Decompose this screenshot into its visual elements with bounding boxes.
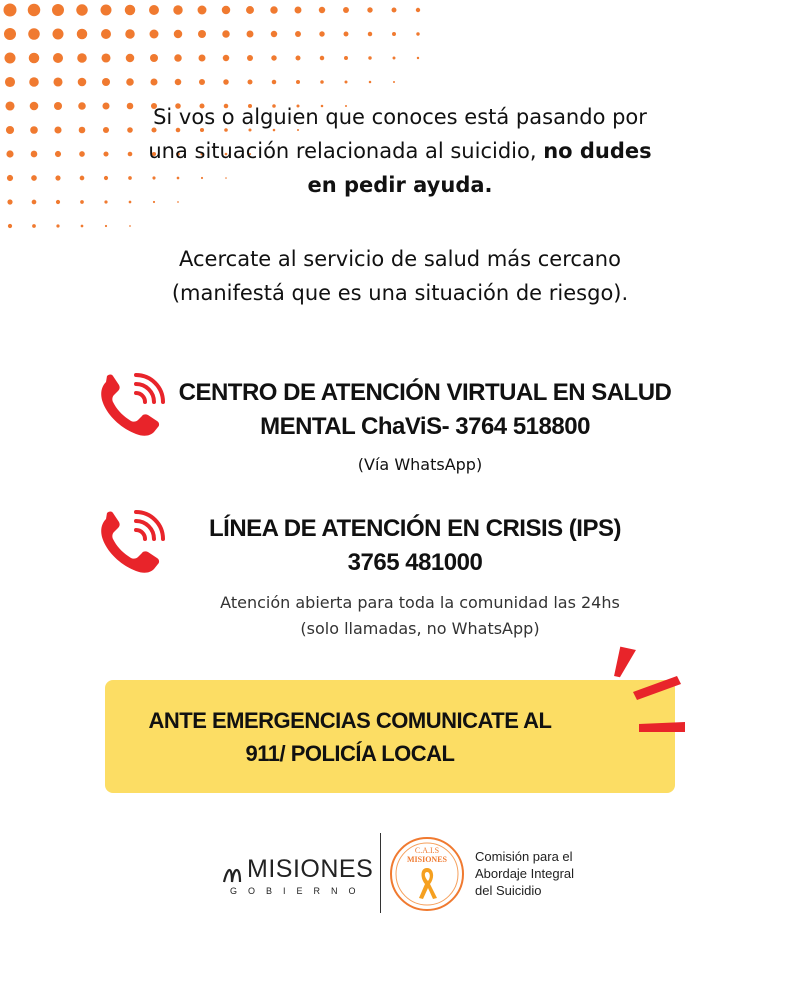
decorative-dot [102,78,110,86]
commission-line-1: Comisión para el [475,849,573,864]
decorative-dot [31,175,37,181]
decorative-dot [105,225,107,227]
decorative-dot [368,56,371,59]
decorative-dot [150,54,158,62]
decorative-dot [344,32,349,37]
decorative-dot [77,29,88,40]
decorative-dot [125,5,135,15]
commission-line-3: del Suicidio [475,883,542,898]
decorative-dot [55,151,61,157]
contact-crisis-note [160,590,680,642]
decorative-dot [222,30,229,37]
decorative-dot [343,7,349,13]
emergency-line-2[interactable]: 911/ POLICÍA LOCAL [245,741,455,766]
decorative-dot [319,7,325,13]
decorative-dot [320,80,324,84]
decorative-dot [416,32,419,35]
decorative-dot [31,151,38,158]
decorative-dot [101,53,110,62]
decorative-dot [199,79,205,85]
decorative-dot [222,6,230,14]
decorative-dot [77,53,87,63]
decorative-dot [101,29,111,39]
advice-line-2: (manifestá que es una situación de riesgo). [171,281,629,305]
decorative-dot [246,6,254,14]
decorative-dot [393,81,395,83]
contact-crisis-note-1: Atención abierta para toda la comunidad las 24hs [220,593,620,612]
contact-crisis-note-2: (solo llamadas, no WhatsApp) [300,619,540,638]
decorative-dot [29,77,39,87]
decorative-dot [28,28,40,40]
contact-chavis-note: (Vía WhatsApp) [357,455,483,474]
attention-burst-icon [605,640,695,750]
contact-chavis-title [170,376,680,444]
decorative-dot [150,30,159,39]
decorative-dot [28,4,41,17]
decorative-dot [129,225,131,227]
decorative-dot [81,225,84,228]
decorative-dot [52,28,63,39]
commission-name [475,848,615,899]
decorative-dot [8,224,12,228]
decorative-dot [78,78,87,87]
decorative-dot [54,126,61,133]
misiones-logo-text: MISIONES [247,855,374,883]
decorative-dot [56,200,60,204]
decorative-dot [247,55,253,61]
intro-emphasis-2: en pedir ayuda. [307,173,493,197]
decorative-dot [6,150,13,157]
decorative-dot [295,7,302,14]
decorative-dot [296,80,300,84]
decorative-dot [271,31,277,37]
decorative-dot [272,80,277,85]
phone-ringing-icon [96,507,168,579]
decorative-dot [417,57,419,59]
decorative-dot [76,4,87,15]
decorative-dot [126,54,135,63]
decorative-dot [54,102,62,110]
emergency-line-1: ANTE EMERGENCIAS COMUNICATE AL [148,708,552,733]
intro-line-1: Si vos o alguien que conoces está pasando por [153,105,647,129]
decorative-dot [7,199,12,204]
decorative-dot [320,56,324,60]
decorative-dot [198,30,206,38]
decorative-dot [223,79,229,85]
decorative-dot [174,54,182,62]
decorative-dot [295,31,301,37]
decorative-dot [345,81,348,84]
decorative-dot [173,5,182,14]
decorative-dot [150,78,157,85]
contact-chavis-line-2[interactable]: MENTAL ChaViS- 3764 518800 [260,413,590,440]
decorative-dot [53,53,63,63]
decorative-dot [416,8,420,12]
decorative-dot [55,175,60,180]
decorative-dot [30,102,39,111]
decorative-dot [392,8,397,13]
contact-crisis-line-2[interactable]: 3765 481000 [347,549,483,576]
decorative-dot [32,224,36,228]
intro-message [80,100,720,202]
decorative-dot [198,6,207,15]
decorative-dot [52,4,64,16]
decorative-dot [392,32,396,36]
decorative-dot [149,5,159,15]
phone-ringing-icon [96,370,168,442]
decorative-dot [271,55,276,60]
decorative-dot [56,224,59,227]
contact-crisis-title [170,512,660,580]
decorative-dot [53,77,62,86]
intro-line-2: una situación relacionada al suicidio, [148,139,544,163]
decorative-dot [369,81,372,84]
seal-name-text: MISIONES [406,855,448,864]
decorative-dot [29,53,40,64]
decorative-dot [4,28,16,40]
decorative-dot [4,52,15,63]
decorative-dot [126,78,134,86]
decorative-dot [5,77,15,87]
decorative-dot [368,32,372,36]
decorative-dot [174,30,182,38]
intro-emphasis: no dudes [543,139,652,163]
decorative-dot [393,57,396,60]
contact-crisis-line-1: LÍNEA DE ATENCIÓN EN CRISIS (IPS) [209,515,621,542]
decorative-dot [247,31,254,38]
decorative-dot [223,55,230,62]
decorative-dot [175,79,182,86]
decorative-dot [7,175,13,181]
cais-seal-logo [389,836,465,912]
decorative-dot [5,101,14,110]
decorative-dot [101,5,112,16]
emergency-banner [105,680,675,793]
decorative-dot [247,79,252,84]
decorative-dot [30,126,38,134]
decorative-dot [344,56,348,60]
decorative-dot [270,6,277,13]
decorative-dot [125,29,135,39]
footer-divider [380,833,381,913]
advice-message [0,242,800,310]
contact-chavis-line-1: CENTRO DE ATENCIÓN VIRTUAL EN SALUD [178,379,672,406]
misiones-logo-subtitle: GOBIERNO [230,886,367,896]
emergency-text [105,704,595,770]
advice-line-1: Acercate al servicio de salud más cercano [179,247,621,271]
decorative-dot [319,31,324,36]
decorative-dot [199,55,206,62]
seal-top-text: C.A.I.S [414,846,440,855]
decorative-dot [6,126,14,134]
commission-line-2: Abordaje Integral [475,866,575,881]
decorative-dot [4,4,17,17]
decorative-dot [367,7,372,12]
decorative-dot [296,56,301,61]
decorative-dot [32,200,37,205]
